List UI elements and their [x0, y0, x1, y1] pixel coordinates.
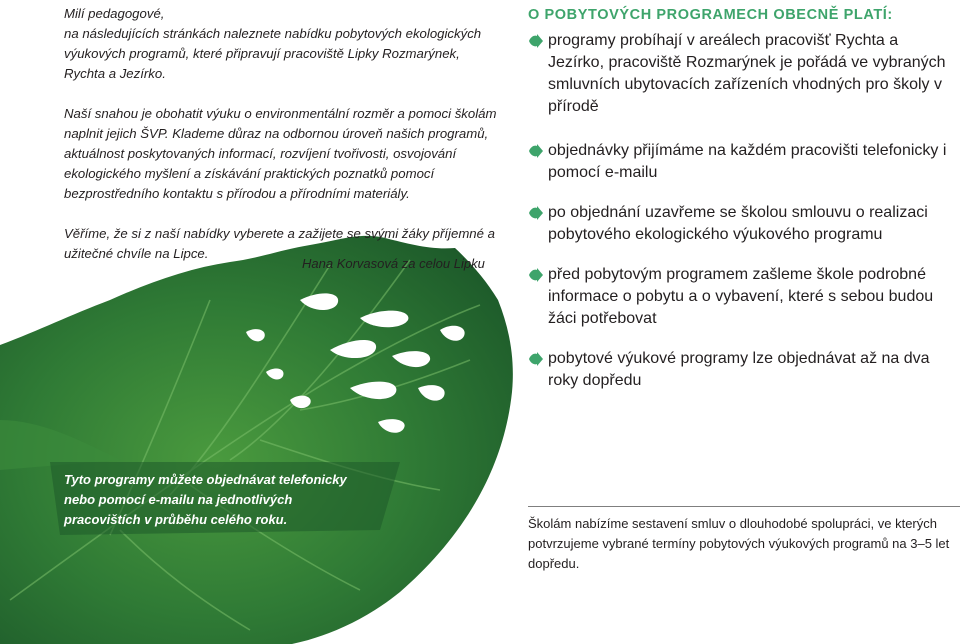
rule-item [528, 202, 958, 246]
rule-item [528, 30, 958, 118]
footnote-divider [528, 506, 960, 507]
letter-intro: na následujících stránkách naleznete nabídku pobytových ekologických výukových programů, které připravují pracoviště Lipky Rozmarýnek, Rychta a Jezírko. [64, 26, 482, 81]
letter-paragraph-closing: Věříme, že si z naší nabídky vyberete a zažijete se svými žáky příjemné a užitečné chvíle na Lipce. [64, 226, 495, 261]
rule-item [528, 264, 958, 330]
rules-list [528, 30, 958, 392]
leaf-bullet-icon [528, 206, 544, 220]
rule-text: programy probíhají v areálech pracovišť Rychta a Jezírko, pracoviště Rozmarýnek je pořádá ve vybraných smluvních ubytovacích zařízeních vhodných pro školy v přírodě [548, 32, 946, 115]
ordering-note-text: Tyto programy můžete objednávat telefonicky nebo pomocí e-mailu na jednotlivých pracovištích v průběhu celého roku. [64, 472, 347, 527]
rules-heading: O POBYTOVÝCH PROGRAMECH OBECNĚ PLATÍ: [528, 7, 893, 23]
rule-item [528, 348, 958, 392]
leaf-bullet-icon [528, 144, 544, 158]
cooperation-footnote: Školám nabízíme sestavení smluv o dlouhodobé spolupráci, ve kterých potvrzujeme vybrané termíny pobytových výukových programů na 3–5 let dopředu. [528, 516, 950, 571]
leaf-bullet-icon [528, 34, 544, 48]
rule-text: objednávky přijímáme na každém pracovišti telefonicky i pomocí e-mailu [548, 142, 947, 181]
rule-text: po objednání uzavřeme se školou smlouvu o realizaci pobytového ekologického výukového programu [548, 204, 928, 243]
rule-text: před pobytovým programem zašleme škole podrobné informace o pobytu a o vybavení, které s sebou budou žáci potřebovat [548, 266, 934, 327]
letter-signature: Hana Korvasová za celou Lipku [302, 256, 485, 271]
rule-item [528, 140, 958, 184]
letter-greeting: Milí pedagogové, [64, 6, 165, 21]
leaf-bullet-icon [528, 352, 544, 366]
rules-section [528, 4, 958, 410]
intro-letter [64, 4, 498, 264]
letter-paragraph-mission: Naší snahou je obohatit výuku o environmentální rozměr a pomoci školám naplnit jejich ŠVP. Klademe důraz na odbornou úroveň našich programů, aktuálnost poskytovaných informací, rozvíjení tvořivosti, osvojování ekologického myšlení a získávání praktických poznatků pomocí bezprostředního kontaktu s přírodou a přírodními materiály. [64, 106, 497, 201]
ordering-note [64, 470, 370, 530]
rule-text: pobytové výukové programy lze objednávat až na dva roky dopředu [548, 350, 930, 389]
leaf-bullet-icon [528, 268, 544, 282]
